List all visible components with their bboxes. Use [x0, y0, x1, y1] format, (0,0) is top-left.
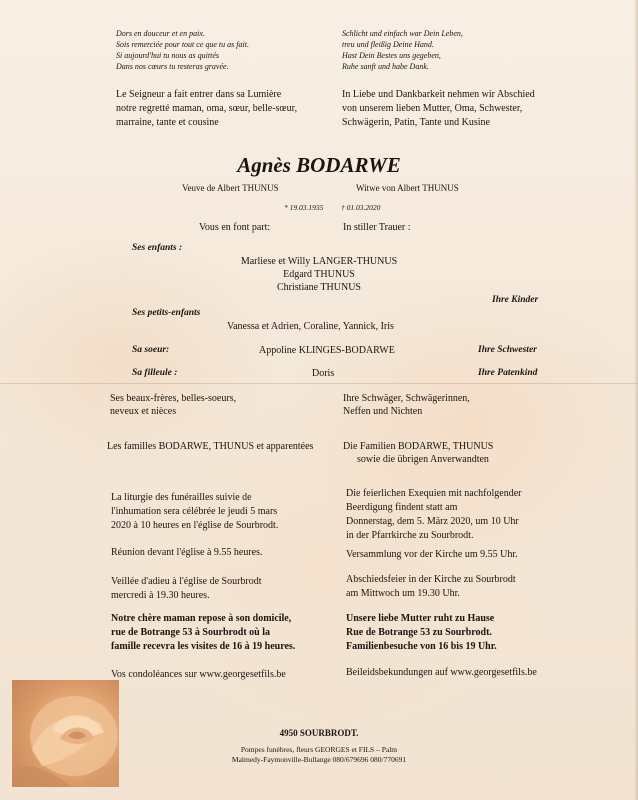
- widow-german: Witwe von Albert THUNUS: [356, 183, 459, 193]
- grandchildren-names: Vanessa et Adrien, Coraline, Yannick, Iris: [227, 321, 394, 332]
- liturgy-de-line: Donnerstag, dem 5. März 2020, um 10 Uhr: [346, 516, 519, 527]
- condolences-french: Vos condoléances sur www.georgesetfils.be: [111, 669, 286, 680]
- poem-de-line: Schlicht und einfach war Dein Leben,: [342, 29, 463, 38]
- intro-de-line: In Liebe und Dankbarkeit nehmen wir Abschied: [342, 89, 535, 100]
- families-french: Les familles BODARWE, THUNUS et apparentées: [107, 441, 314, 452]
- poem-fr-line: Sois remerciée pour tout ce que tu as fait.: [116, 40, 249, 49]
- liturgy-de-line: Die feierlichen Exequien mit nachfolgender: [346, 488, 522, 499]
- intro-de-line: Schwägerin, Patin, Tante und Kusine: [342, 117, 490, 128]
- vigil-de-line: Abschiedsfeier in der Kirche zu Sourbrodt: [346, 574, 516, 585]
- goddaughter-label-german: Ihre Patenkind: [478, 368, 538, 378]
- rest-fr-line: Notre chère maman repose à son domicile,: [111, 613, 292, 624]
- announce-french: Vous en font part:: [199, 222, 271, 233]
- rest-fr-line: famille recevra les visites de 16 à 19 heures.: [111, 641, 296, 652]
- families-de-line: sowie die übrigen Anverwandten: [357, 454, 489, 465]
- paper-edge: [634, 0, 638, 800]
- announce-german: In stiller Trauer :: [343, 222, 411, 233]
- goddaughter-label: Sa filleule :: [132, 368, 178, 378]
- rest-de-line: Rue de Botrange 53 zu Sourbrodt.: [346, 627, 492, 638]
- vigil-de-line: am Mittwoch um 19.30 Uhr.: [346, 588, 460, 599]
- condolences-german: Beileidsbekundungen auf www.georgesetfils.be: [346, 667, 537, 678]
- inlaws-de-line: Ihre Schwäger, Schwägerinnen,: [343, 393, 470, 404]
- sister-label: Sa soeur:: [132, 345, 170, 355]
- liturgy-fr-line: l'inhumation sera célébrée le jeudi 5 mars: [111, 506, 278, 517]
- rest-de-line: Unsere liebe Mutter ruht zu Hause: [346, 613, 495, 624]
- rest-de-line: Familienbesuche von 16 bis 19 Uhr.: [346, 641, 497, 652]
- families-de-line: Die Familien BODARWE, THUNUS: [343, 441, 494, 452]
- inlaws-fr-line: neveux et nièces: [110, 406, 177, 417]
- intro-de-line: von unserem lieben Mutter, Oma, Schwester,: [342, 103, 523, 114]
- liturgy-de-line: Beerdigung findent statt am: [346, 502, 458, 513]
- inlaws-de-line: Neffen und Nichten: [343, 406, 423, 417]
- widow-french: Veuve de Albert THUNUS: [182, 183, 279, 193]
- intro-fr-line: marraine, tante et cousine: [116, 117, 219, 128]
- rest-fr-line: rue de Botrange 53 à Sourbrodt où la: [111, 627, 270, 638]
- deceased-name: Agnès BODARWE: [237, 153, 401, 177]
- sister-name: Appoline KLINGES-BODARWE: [259, 345, 395, 356]
- liturgy-fr-line: La liturgie des funérailles suivie de: [111, 492, 252, 503]
- postal-address: 4950 SOURBRODT.: [279, 728, 359, 738]
- vigil-fr-line: Veillée d'adieu à l'église de Sourbrodt: [111, 576, 262, 587]
- children-label: Ses enfants :: [132, 243, 183, 253]
- fold-line: [0, 383, 638, 384]
- liturgy-fr-line: 2020 à 10 heures en l'église de Sourbrodt.: [111, 520, 279, 531]
- poem-de-line: Hast Dein Bestes uns gegeben,: [342, 51, 441, 60]
- child-name: Edgard THUNUS: [283, 269, 355, 280]
- poem-de-line: treu und fleißig Deine Hand.: [342, 40, 434, 49]
- inlaws-fr-line: Ses beaux-frères, belles-soeurs,: [110, 393, 237, 404]
- sister-label-german: Ihre Schwester: [478, 345, 537, 355]
- poem-de-line: Ruhe sanft und habe Dank.: [342, 62, 429, 71]
- meeting-french: Réunion devant l'église à 9.55 heures.: [111, 547, 263, 558]
- goddaughter-name: Doris: [312, 368, 335, 379]
- child-name: Marliese et Willy LANGER-THUNUS: [240, 256, 398, 267]
- undertaker-line: Malmedy-Faymonville-Bullange 080/679696 080/770691: [231, 755, 407, 764]
- poem-fr-line: Dors en douceur et en paix.: [116, 29, 205, 38]
- meeting-german: Versammlung vor der Kirche um 9.55 Uhr.: [346, 549, 518, 560]
- intro-fr-line: notre regretté maman, oma, sœur, belle-sœur,: [116, 103, 298, 114]
- birth-date: * 19.03.1935: [284, 203, 324, 212]
- liturgy-de-line: in der Pfarrkirche zu Sourbrodt.: [346, 530, 474, 541]
- death-date: † 01.03.2020: [341, 203, 381, 212]
- child-name: Christiane THUNUS: [277, 282, 361, 293]
- grandchildren-label: Ses petits-enfants: [132, 308, 201, 318]
- children-label-german: Ihre Kinder: [492, 295, 539, 305]
- intro-fr-line: Le Seigneur a fait entrer dans sa Lumière: [116, 89, 282, 100]
- poem-fr-line: Dans nos cœurs tu resteras gravée.: [116, 62, 229, 71]
- vigil-fr-line: mercredi à 19.30 heures.: [111, 590, 210, 601]
- undertaker-line: Pompes funèbres, fleurs GEORGES et FILS – Palm: [240, 745, 398, 754]
- poem-fr-line: Si aujourd'hui tu nous as quittés: [116, 51, 219, 60]
